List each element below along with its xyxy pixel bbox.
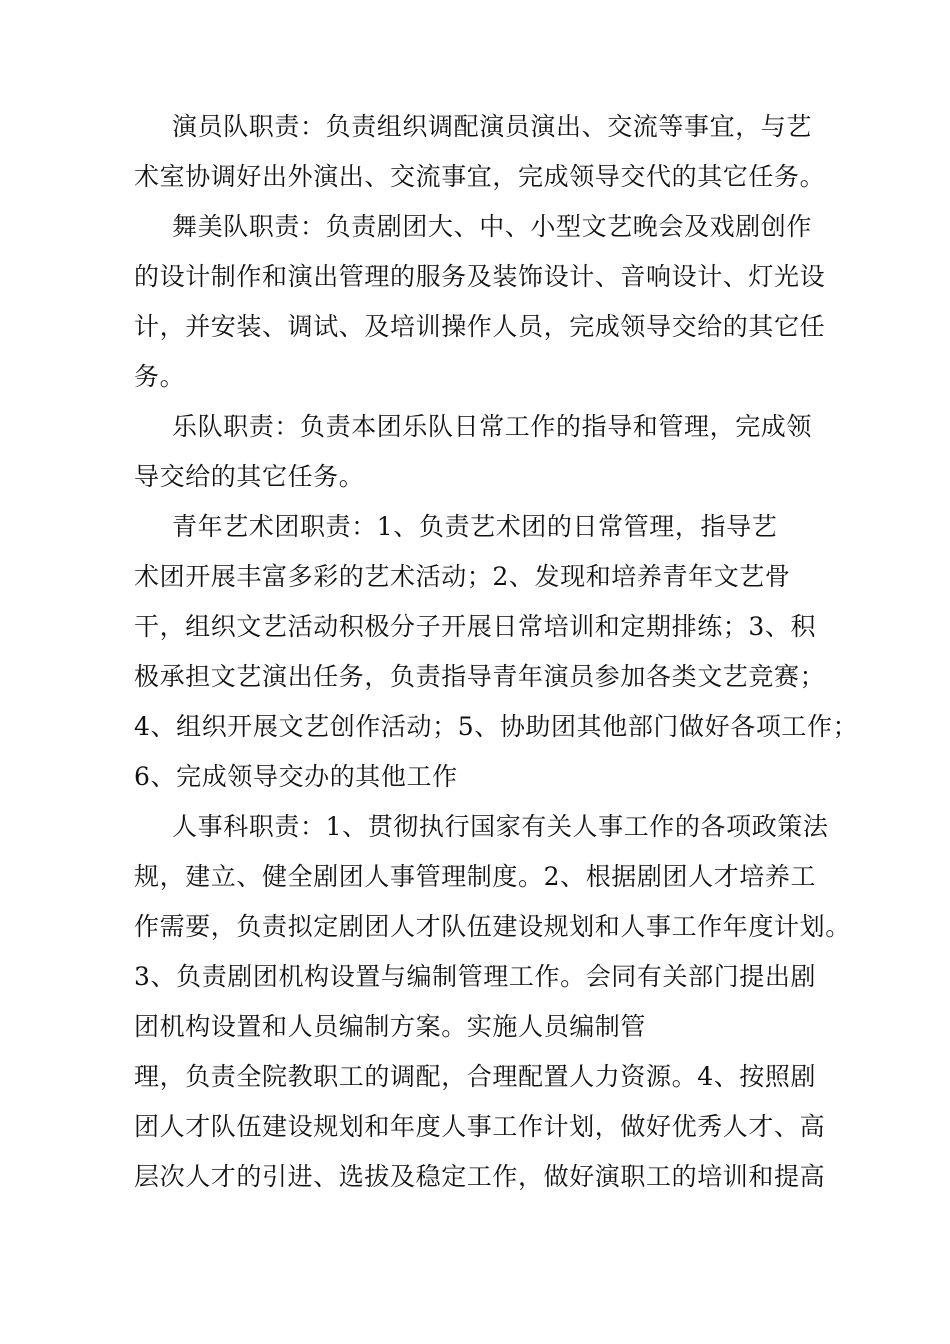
paragraph-actors-line-1: 演员队职责：负责组织调配演员演出、交流等事宜，与艺 — [172, 112, 813, 141]
paragraph-stage-line-3: 计，并安装、调试、及培训操作人员，完成领导交给的其它任 — [134, 312, 826, 341]
paragraph-hr-line-4: 3、负责剧团机构设置与编制管理工作。会同有关部门提出剧 — [134, 962, 817, 991]
paragraph-hr-line-7: 团人才队伍建设规划和年度人事工作计划，做好优秀人才、高 — [134, 1112, 826, 1141]
paragraph-hr-line-2: 规，建立、健全剧团人事管理制度。2、根据剧团人才培养工 — [134, 862, 817, 891]
paragraph-youth-line-4: 极承担文艺演出任务，负责指导青年演员参加各类文艺竞赛； — [134, 662, 826, 691]
paragraph-youth-line-1: 青年艺术团职责：1、负责艺术团的日常管理，指导艺 — [172, 512, 778, 541]
paragraph-hr-line-8: 层次人才的引进、选拔及稳定工作，做好演职工的培训和提高 — [134, 1162, 826, 1191]
paragraph-youth-line-2: 术团开展丰富多彩的艺术活动；2、发现和培养青年文艺骨 — [134, 562, 791, 591]
paragraph-youth-line-3: 干，组织文艺活动积极分子开展日常培训和定期排练；3、积 — [134, 612, 817, 641]
paragraph-youth-line-5: 4、组织开展文艺创作活动；5、协助团其他部门做好各项工作； — [134, 712, 859, 741]
paragraph-hr-line-1: 人事科职责：1、贯彻执行国家有关人事工作的各项政策法 — [172, 812, 829, 841]
paragraph-band-line-2: 导交给的其它任务。 — [134, 462, 365, 491]
paragraph-hr-line-3: 作需要，负责拟定剧团人才队伍建设规划和人事工作年度计划。 — [134, 912, 851, 941]
paragraph-hr-line-5: 团机构设置和人员编制方案。实施人员编制管 — [134, 1012, 647, 1041]
paragraph-stage-line-4: 务。 — [134, 362, 186, 391]
paragraph-actors-line-2: 术室协调好出外演出、交流事宜，完成领导交代的其它任务。 — [134, 162, 826, 191]
paragraph-stage-line-1: 舞美队职责：负责剧团大、中、小型文艺晚会及戏剧创作 — [172, 212, 813, 241]
paragraph-hr-line-6: 理，负责全院教职工的调配，合理配置人力资源。4、按照剧 — [134, 1062, 817, 1091]
paragraph-stage-line-2: 的设计制作和演出管理的服务及装饰设计、音响设计、灯光设 — [134, 262, 826, 291]
paragraph-band-line-1: 乐队职责：负责本团乐队日常工作的指导和管理，完成领 — [172, 412, 813, 441]
paragraph-youth-line-6: 6、完成领导交办的其他工作 — [134, 762, 458, 791]
